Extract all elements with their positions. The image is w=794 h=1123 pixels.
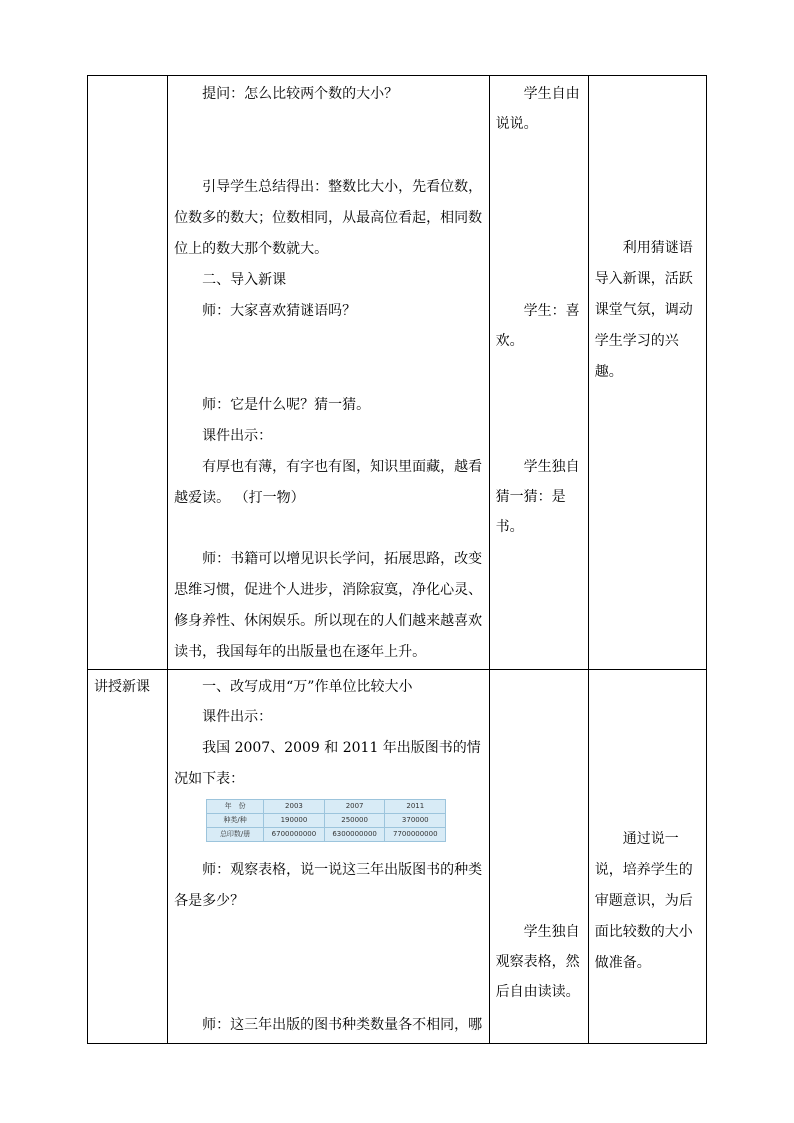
student-text: 学生独自猜一猜：是书。 [495, 459, 580, 535]
design-intent-cell [588, 670, 706, 1044]
table-cell: 总印数/册 [207, 828, 264, 842]
teacher-text: 引导学生总结得出：整数比大小，先看位数，位数多的数大；位数相同，从最高位看起，相同数位上的数大那个数就大。 [174, 179, 483, 257]
table-cell: 250000 [324, 814, 385, 828]
table-row [88, 76, 707, 670]
book-publication-table [206, 799, 446, 842]
stage-label: 讲授新课 [94, 679, 150, 695]
teacher-text: 课件出示： [202, 709, 273, 725]
student-text: 学生：喜欢。 [495, 303, 580, 349]
table-row [207, 800, 446, 814]
teacher-text: 师：这三年出版的图书种类数量各不相同，哪 [202, 1017, 483, 1033]
teacher-text: 师：大家喜欢猜谜语吗？ [202, 303, 357, 319]
table-cell: 370000 [385, 814, 446, 828]
student-activity-cell [489, 76, 588, 670]
stage-cell [88, 670, 168, 1044]
design-intent-cell [588, 76, 706, 670]
table-cell: 2007 [324, 800, 385, 814]
table-cell: 190000 [264, 814, 325, 828]
teacher-text: 提问：怎么比较两个数的大小？ [202, 86, 399, 102]
table-row [88, 670, 707, 1044]
table-cell: 年 份 [207, 800, 264, 814]
student-text: 学生自由说说。 [495, 86, 580, 132]
table-cell: 2011 [385, 800, 446, 814]
teacher-activity-cell [168, 670, 490, 1044]
stage-cell [88, 76, 168, 670]
riddle-text: 有厚也有薄，有字也有图，知识里面藏，越看越爱读。 （打一物） [174, 459, 483, 506]
table-cell: 6300000000 [324, 828, 385, 842]
table-cell: 种类/种 [207, 814, 264, 828]
student-text: 学生独自观察表格，然后自由读读。 [495, 924, 580, 1000]
section-heading: 二、导入新课 [202, 272, 287, 288]
lesson-plan-table [87, 75, 707, 1044]
intent-text: 利用猜谜语导入新课，活跃课堂气氛，调动学生学习的兴趣。 [594, 240, 693, 380]
table-cell: 7700000000 [385, 828, 446, 842]
teacher-text: 我国 2007、2009 和 2011 年出版图书的情况如下表： [174, 740, 481, 787]
teacher-text: 师：书籍可以增见识长学问，拓展思路，改变思维习惯，促进个人进步，消除寂寞，净化心灵、修身养性、休闲娱乐。所以现在的人们越来越喜欢读书，我国每年的出版量也在逐年上升。 [174, 551, 483, 660]
teacher-activity-cell [168, 76, 490, 670]
teacher-text: 师：它是什么呢？猜一猜。 [202, 397, 371, 413]
table-cell: 2003 [264, 800, 325, 814]
teacher-text: 师：观察表格，说一说这三年出版图书的种类各是多少？ [174, 862, 483, 909]
table-row [207, 828, 446, 842]
student-activity-cell [489, 670, 588, 1044]
intent-text: 通过说一说，培养学生的审题意识，为后面比较数的大小做准备。 [594, 831, 693, 971]
teacher-text: 课件出示： [202, 428, 273, 444]
table-row [207, 814, 446, 828]
table-cell: 6700000000 [264, 828, 325, 842]
section-heading: 一、改写成用“万”作单位比较大小 [202, 679, 413, 695]
